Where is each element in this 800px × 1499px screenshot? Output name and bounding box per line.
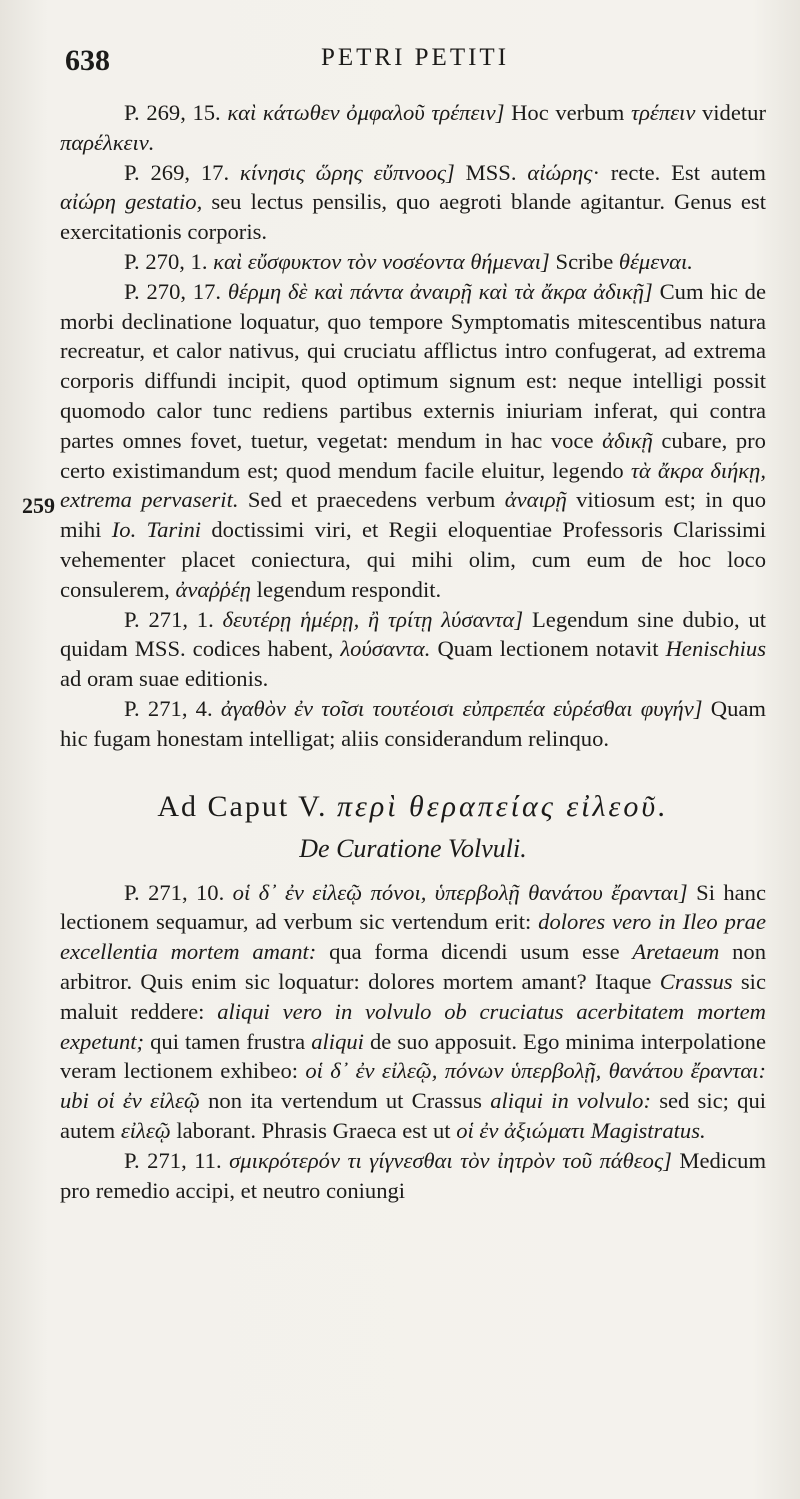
greek-word: αἰώρη	[60, 189, 116, 215]
greek-word: λούσαντα.	[340, 636, 431, 662]
latin-gloss: ubi	[60, 1088, 89, 1114]
chapter-title: Ad Caput V.	[157, 789, 328, 823]
note-text: legendum respondit.	[256, 576, 442, 602]
note-text: Hoc verbum	[511, 100, 625, 125]
running-head	[65, 40, 765, 84]
greek-word: οἱ ἐν ἀξιώματι	[456, 1117, 586, 1143]
greek-word: αἰώρης	[527, 159, 593, 185]
locus-reference: P. 269, 15.	[124, 100, 221, 125]
note-text: Quam lectionem notavit	[437, 636, 659, 662]
note-text: non arbitror. Quis enim sic loquatur: dolores mortem amant? Itaque	[60, 939, 766, 994]
note-text: MSS.	[465, 159, 517, 185]
greek-word: ἀναιρῇ	[504, 487, 567, 513]
note-paragraph	[60, 878, 766, 1146]
latin-gloss: aliqui in volvulo:	[490, 1088, 651, 1114]
greek-lemma: σμικρότερόν τι γίγνεσθαι τὸν ἰητρὸν τοῦ πάθεος]	[229, 1147, 672, 1173]
margin-page-reference: 259	[22, 493, 55, 518]
greek-lemma: ἀγαθὸν ἐν τοῖσι τουτέοισι εὐπρεπέα εὑρέσθαι φυγήν]	[220, 695, 703, 721]
note-text: Scribe	[555, 248, 614, 274]
locus-reference: P. 270, 1.	[124, 248, 208, 274]
latin-gloss: aliqui	[311, 1028, 364, 1054]
greek-word: ἀδικῇ	[602, 427, 653, 453]
note-text: Legendum sine dubio, ut quidam MSS. codices habent,	[60, 606, 766, 662]
note-text: doctissimi viri, et Regii eloquentiae Professoris Clarissimi vehementer placet coniectura, qui mihi olim, cum eum de hoc loco consulerem,	[60, 517, 766, 602]
note-text: sed sic; qui autem	[60, 1088, 767, 1143]
greek-lemma: δευτέρῃ ἡμέρῃ, ἢ τρίτῃ λύσαντα]	[222, 606, 524, 632]
note-text: videtur	[701, 100, 766, 125]
note-text: Medicum pro remedio accipi, et neutro coniungi	[60, 1147, 767, 1203]
latin-gloss: gestatio,	[125, 189, 203, 215]
page-body	[60, 98, 766, 1205]
note-text: ad oram suae editionis.	[60, 666, 269, 692]
locus-reference: P. 271, 10.	[124, 879, 225, 905]
note-text: Quam hic fugam honestam intelligat; aliis considerandum relinquo.	[60, 695, 766, 751]
locus-reference: P. 271, 4.	[124, 695, 213, 721]
note-text: Cum hic de morbi declinatione loquatur, quo tempore Symptomatis mitescentibus natura recreatur, et calor nativus, qui cruciatu afflictus intro confugerat, ad extrema corporis diffundi incipit, quod optimum signum est: neque intelligi possit quomodo calor tunc rediens partibus externis iniuriam inferat, qui contra partes omnes fovet, tuetur, vegetat: mendum in hac voce	[60, 278, 767, 453]
locus-reference: P. 269, 17.	[124, 159, 230, 185]
note-paragraph	[60, 277, 766, 605]
note-text: seu lectus pensilis, quo aegroti blande agitantur. Genus est exercitationis corporis.	[60, 189, 766, 245]
latin-gloss: Magistratus.	[590, 1117, 706, 1143]
chapter-greek-title: περὶ θεραπείας εἰλεοῦ.	[336, 789, 669, 823]
note-text: Si hanc lectionem sequamur, ad verbum sic vertendum erit:	[60, 879, 766, 935]
latin-gloss: aliqui vero in volvulo ob cruciatus acerbitatem mortem expetunt;	[60, 998, 766, 1054]
note-paragraph	[60, 158, 766, 247]
latin-gloss: dolores vero in Ileo prae excellentia mortem amant:	[60, 909, 766, 965]
note-paragraph	[60, 605, 766, 694]
note-paragraph	[60, 694, 766, 754]
note-text: Sed et praecedens verbum	[247, 487, 496, 513]
author-name: Io. Tarini	[111, 517, 202, 543]
chapter-heading	[60, 788, 766, 826]
note-text: qui tamen frustra	[150, 1028, 306, 1054]
greek-lemma: θέρμη δὲ καὶ πάντα ἀναιρῇ καὶ τὰ ἄκρα ἀδικῇ]	[227, 278, 653, 304]
note-text: vitiosum est; in quo mihi	[60, 487, 766, 543]
note-text: de suo apposuit. Ego minima interpolatione veram lectionem exhibeo:	[60, 1028, 766, 1084]
greek-word: εἰλεῷ	[120, 1117, 171, 1143]
greek-word: θέμεναι.	[618, 248, 693, 274]
greek-word: ἀναῤῥέῃ	[175, 576, 252, 602]
note-paragraph	[60, 98, 766, 158]
locus-reference: P. 271, 1.	[124, 606, 214, 632]
note-text: · recte. Est autem	[592, 159, 766, 185]
greek-lemma: οἱ δ᾽ ἐν εἰλεῷ πόνοι, ὑπερβολῇ θανάτου ἔρανται]	[232, 879, 688, 905]
greek-lemma: κίνησις ὥρης εὔπνοος]	[239, 159, 455, 185]
greek-word: τρέπειν	[630, 100, 696, 125]
note-text: sic maluit reddere:	[60, 968, 766, 1024]
greek-lemma: καὶ εὔσφυκτον τὸν νοσέοντα θήμεναι]	[213, 248, 550, 274]
running-title: PETRI PETITI	[320, 44, 510, 71]
greek-word: τὰ ἄκρα διήκῃ,	[630, 457, 767, 483]
note-text: laborant. Phrasis Graeca est ut	[176, 1117, 451, 1143]
author-name: Crassus	[659, 968, 733, 994]
greek-word: οἱ ἐν εἰλεῷ	[97, 1088, 200, 1114]
note-text: cubare, pro certo existimandum est; quod mendum facile eluitur, legendo	[60, 427, 766, 483]
greek-word: οἱ δ᾽ ἐν εἰλεῷ, πόνων ὑπερβολῇ, θανάτου ἔρανται:	[305, 1058, 766, 1084]
chapter-subtitle: De Curatione Volvuli.	[299, 833, 527, 863]
greek-lemma: καὶ κάτωθεν ὀμφαλοῦ τρέπειν]	[227, 100, 505, 125]
author-name: Aretaeum	[632, 939, 720, 965]
latin-gloss: extrema pervaserit.	[60, 487, 239, 513]
author-name: Henischius	[665, 636, 766, 662]
note-paragraph	[60, 1146, 766, 1206]
locus-reference: P. 271, 11.	[124, 1147, 222, 1173]
locus-reference: P. 270, 17.	[124, 278, 222, 304]
greek-word: παρέλκειν.	[60, 129, 155, 155]
note-paragraph	[60, 247, 766, 277]
note-text: non ita vertendum ut Crassus	[208, 1088, 482, 1114]
page-number: 638	[65, 44, 110, 77]
note-text: qua forma dicendi usum esse	[329, 939, 620, 965]
